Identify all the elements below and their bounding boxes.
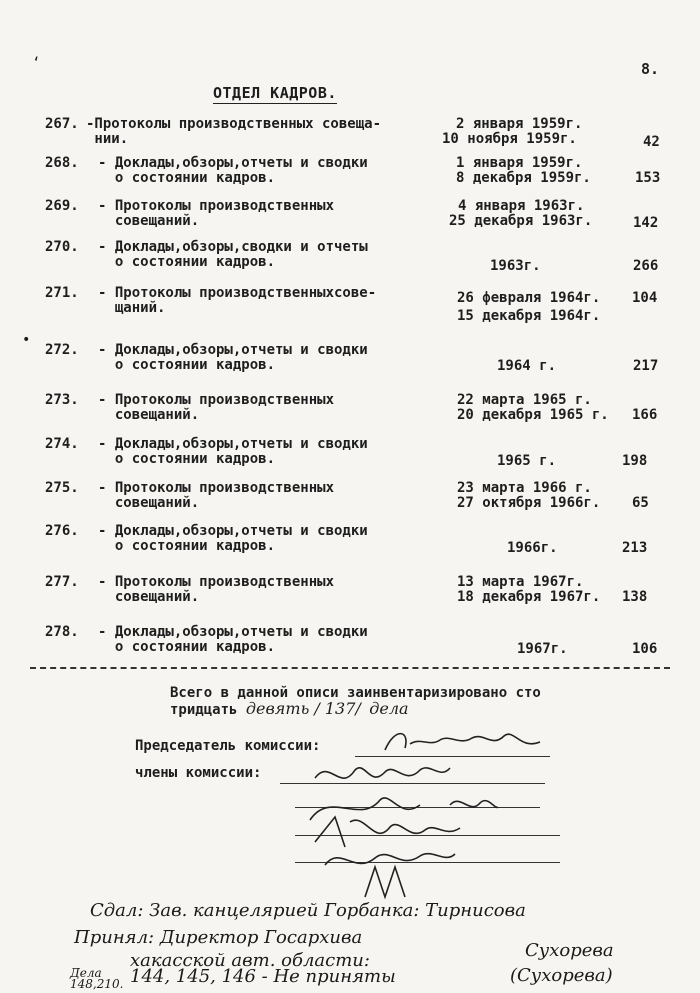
entry-275 [0,481,700,521]
entry-title: - Доклады,обзоры,отчеты и сводки о состоянии кадров. [98,624,368,655]
entry-pages: 42 [643,134,660,150]
entry-number: 271. [45,285,79,301]
entry-date-end: 25 декабря 1963г. [449,213,593,229]
entry-title: -Протоколы производственных совеща- нии. [86,116,382,147]
entry-date-start: 23 марта 1966 г. [457,480,592,496]
entry-pages: 138 [622,589,648,605]
entry-date-end: 8 декабря 1959г. [456,170,591,186]
entry-title: - Доклады,обзоры,отчеты и сводки о состоянии кадров. [98,436,368,467]
entry-pages: 266 [633,258,659,274]
entry-268 [0,156,700,196]
entry-date: 1967г. [517,641,568,657]
entry-number: 273. [45,392,79,408]
entry-pages: 198 [622,453,648,469]
entry-number: 274. [45,436,79,452]
entry-pages: 217 [633,358,659,374]
entry-276 [0,524,700,564]
entry-title: - Доклады,обзоры,сводки и отчеты о состоянии кадров. [98,239,368,270]
cases-note-prefix: Дела 148,210. [70,966,124,991]
entry-date-end: 20 декабря 1965 г. [457,407,609,423]
inventory-total [170,685,541,718]
entry-number: 272. [45,342,79,358]
entry-date-start: 13 марта 1967г. [457,574,584,590]
entry-title: - Протоколы производственных совещаний. [98,392,335,423]
entry-269 [0,199,700,239]
entry-267 [0,117,700,157]
entry-pages: 104 [632,290,658,306]
cases-not-accepted-note: 144, 145, 146 - Не приняты [130,966,396,987]
entry-date-end: 15 декабря 1964г. [457,308,601,324]
entry-date: 1963г. [490,258,541,274]
total-count-handwritten: девять / 137/ [245,699,361,718]
chairman-label: Председатель комиссии: [135,738,321,754]
entry-number: 278. [45,624,79,640]
entry-title: - Протоколы производственных совещаний. [98,480,335,511]
entry-date-end: 27 октября 1966г. [457,495,601,511]
entry-273 [0,393,700,433]
page-number: 8. [641,60,660,78]
entry-277 [0,575,700,615]
total-prefix: тридцать [170,702,238,718]
entry-date-start: 26 февраля 1964г. [457,290,601,306]
entry-title: - Протоколы производственныхсове- щаний. [98,285,377,316]
entry-title: - Доклады,обзоры,отчеты и сводки о состоянии кадров. [98,523,368,554]
entry-number: 267. [45,116,79,132]
entry-date: 1965 г. [497,453,557,469]
entry-date: 1964 г. [497,358,557,374]
entry-number: 270. [45,239,79,255]
entry-pages: 106 [632,641,658,657]
entry-278 [0,625,700,665]
margin-mark: ʻ [32,55,41,71]
entry-date-end: 18 декабря 1967г. [457,589,601,605]
entry-title: - Доклады,обзоры,отчеты и сводки о состоянии кадров. [98,342,368,373]
entry-number: 275. [45,480,79,496]
entry-date: 1966г. [507,540,558,556]
entry-number: 268. [45,155,79,171]
dashed-divider [30,667,670,669]
entry-title: - Протоколы производственных совещаний. [98,574,335,605]
received-signature-name: (Сухорева) [510,965,613,986]
total-line-1: Всего в данной описи заинвентаризировано сто [170,685,541,701]
member-signature-5 [360,862,410,902]
total-suffix: дела [369,699,409,718]
entry-271 [0,286,700,326]
received-note-line-2: хакасской авт. области: [130,950,370,971]
entry-270 [0,240,700,280]
entry-number: 276. [45,523,79,539]
received-signature: Сухорева [525,940,614,961]
entry-number: 269. [45,198,79,214]
entry-date-start: 1 января 1959г. [456,155,583,171]
entry-title: - Доклады,обзоры,отчеты и сводки о состоянии кадров. [98,155,368,186]
entry-date-end: 10 ноября 1959г. [442,131,577,147]
entry-title: - Протоколы производственных совещаний. [98,198,335,229]
entry-pages: 166 [632,407,658,423]
handed-over-note: Сдал: Зав. канцелярией Горбанка: Тирнисова [90,900,526,921]
entry-date-start: 22 марта 1965 г. [457,392,592,408]
entry-pages: 142 [633,215,659,231]
entry-274 [0,437,700,477]
entry-number: 277. [45,574,79,590]
margin-mark: • [22,332,31,348]
entry-pages: 213 [622,540,648,556]
entry-date-start: 2 января 1959г. [456,116,583,132]
total-line-2 [170,701,541,718]
section-title: ОТДЕЛ КАДРОВ. [213,84,337,102]
chairman-signature [380,722,550,762]
entry-pages: 65 [632,495,649,511]
entry-date-start: 4 января 1963г. [458,198,585,214]
entry-272 [0,343,700,383]
members-label: члены комиссии: [135,765,262,781]
entry-pages: 153 [635,170,661,186]
received-note-line-1: Принял: Директор Госархива [74,927,363,948]
